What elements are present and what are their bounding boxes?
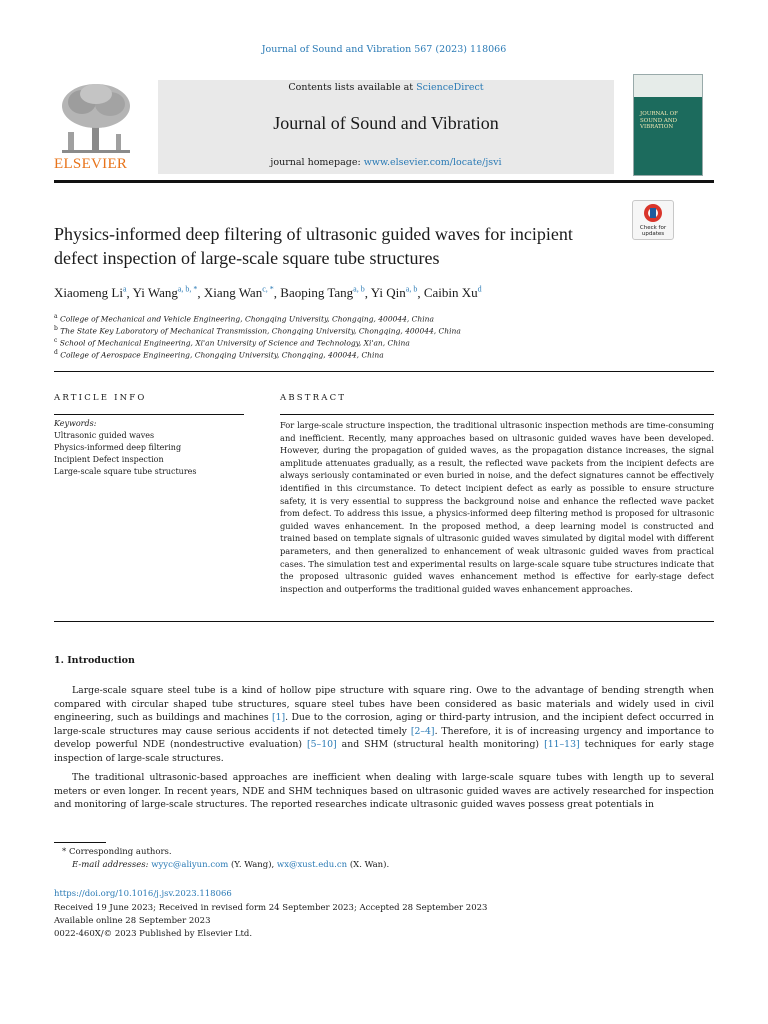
check-updates-label: Check for updates — [639, 225, 667, 237]
email-footnote: E-mail addresses: wyyc@aliyun.com (Y. Wang), wx@xust.edu.cn (X. Wan). — [72, 860, 390, 870]
affiliation: $^a$ College of Mechanical and Vehicle Engineering, Chongqing University, Chongqing, 400044, China — [54, 313, 434, 324]
paper-title: Physics-informed deep filtering of ultrasonic guided waves for incipient defect inspection of large-scale square tube structures — [54, 224, 573, 268]
journal-title: Journal of Sound and Vibration — [273, 113, 499, 133]
elsevier-tree-logo — [54, 80, 138, 156]
abstract-text: For large-scale structure inspection, the traditional ultrasonic inspection methods are time-consuming and inefficient. Recently, many approaches based on ultrasonic guided waves have been developed. However, during the propagation of guided waves, as the propagation distance increases, the signal amplitude attenuates gradually, as a result, the reflected wave packets from the incipient defects are always seriously contaminated or even buried in noise, and the defect signatures cannot be effectively identified in this circumstance. To detect incipient defect as early as possible to ensure structure safety, it is very essential to suppress the background noise and enhance the reflected wave packet from defect. To address this issue, a physics-informed deep filtering method is proposed for ultrasonic guided waves enhancement. In the proposed method, a deep learning model is constructed and trained based on template signals of ultrasonic guided waves simulated by digital model with different parameters, and then generalized to enhancement of weak ultrasonic guided waves from practical cases. The simulation test and experimental results on large-scale square tube structures indicate that the proposed ultrasonic guided waves enhancement method is effective for early-stage defect inspection and outperforms the traditional guided waves enhancement approaches. — [280, 420, 714, 594]
author[interactable]: Xiaomeng Li$^a$ — [54, 285, 127, 301]
article-info-rule — [54, 414, 244, 415]
intro-paragraph-1: Large-scale square steel tube is a kind of hollow pipe structure with square ring. Owe to the advantage of bending strength when compared with circular shaped tube structures, square steel tubes have been considered as basic materials and widely used in civil engineering, such as buildings and machines [1]. Due to the corrosion, aging or third-party intrusion, and the incipient defect occurred in large-scale structures may cause serious accidents if not detected timely [2–4]. Therefore, it is of increasing urgency and importance to develop powerful NDE (nondestructive evaluation) [5–10] and SHM (structural health monitoring) [11–13] techniques for early stage inspection of large-scale structures. — [54, 685, 714, 764]
homepage-link[interactable]: www.elsevier.com/locate/jsvi — [363, 157, 502, 168]
email-link[interactable]: wx@xust.edu.cn — [276, 860, 348, 870]
author[interactable]: Baoping Tang$^{a, b}$ — [280, 285, 365, 301]
available-online: Available online 28 September 2023 — [54, 916, 211, 926]
keywords-label: Keywords: — [54, 419, 97, 428]
sciencedirect-link[interactable]: ScienceDirect — [416, 82, 484, 93]
doi-link[interactable]: https://doi.org/10.1016/j.jsv.2023.118066 — [54, 889, 232, 899]
journal-reference[interactable]: Journal of Sound and Vibration 567 (2023) 118066 — [261, 44, 507, 55]
section-heading-introduction: 1. Introduction — [54, 655, 135, 666]
homepage-line — [158, 157, 614, 168]
check-for-updates-button[interactable] — [632, 200, 674, 240]
journal-cover-thumbnail[interactable] — [633, 74, 703, 176]
abstract-heading: ABSTRACT — [280, 393, 347, 403]
author-affil-sup[interactable]: a, b — [353, 285, 365, 294]
corresponding-footnote: * Corresponding authors. — [62, 847, 172, 857]
abstract-bottom-rule — [54, 621, 714, 622]
author[interactable]: Caibin Xu$^d$ — [423, 285, 482, 301]
header-rule — [54, 180, 714, 183]
author-affil-sup[interactable]: a, b — [405, 285, 418, 294]
abstract-rule — [280, 414, 714, 415]
keyword: Large-scale square tube structures — [54, 467, 197, 476]
citation-link[interactable]: [2–4] — [410, 725, 435, 737]
footnote-rule — [54, 842, 106, 843]
affiliation: $^c$ School of Mechanical Engineering, Xi'an University of Science and Technology, Xi'an, China — [54, 337, 410, 348]
email-link[interactable]: wyyc@aliyun.com — [151, 860, 229, 870]
keyword: Incipient Defect inspection — [54, 455, 164, 464]
intro-paragraph-2: The traditional ultrasonic-based approaches are inefficient when dealing with large-scale square tubes with length up to several meters or even longer. In recent years, NDE and SHM techniques based on ultrasonic guided waves are actively researched for inspection and monitoring of large-scale structures. The reported researches indicate ultrasonic guided waves possess great potentials in — [54, 772, 714, 810]
affiliation: $^d$ College of Aerospace Engineering, Chongqing University, Chongqing, 400044, China — [54, 349, 384, 360]
author-list: Xiaomeng Li$^a$, Yi Wang$^{a, b, *}$, Xiang Wan$^{c, *}$, Baoping Tang$^{a, b}$, Yi Qin$^{a, b}$, Caibin Xu$^d$ — [54, 285, 482, 301]
check-updates-icon — [633, 201, 673, 225]
keyword: Ultrasonic guided waves — [54, 431, 155, 440]
cover-title: JOURNAL OF SOUND AND VIBRATION — [640, 111, 679, 130]
affiliation: $^b$ The State Key Laboratory of Mechanical Transmission, Chongqing University, Chongqing, 400044, China — [54, 325, 461, 336]
author-affil-sup[interactable]: c, * — [262, 285, 274, 294]
copyright: 0022-460X/© 2023 Published by Elsevier Ltd. — [54, 929, 253, 939]
keyword: Physics-informed deep filtering — [54, 443, 182, 452]
citation-link[interactable]: [11–13] — [544, 739, 580, 750]
publisher-wordmark: ELSEVIER — [54, 156, 128, 172]
homepage-prefix: journal homepage: — [270, 157, 364, 168]
author-affil-sup[interactable]: d — [477, 285, 482, 294]
citation-link[interactable]: [1] — [271, 712, 286, 723]
article-info-heading: ARTICLE INFO — [54, 393, 147, 403]
author[interactable]: Xiang Wan$^{c, *}$ — [203, 285, 274, 301]
contents-line — [158, 82, 614, 93]
author-affil-sup[interactable]: a, b, * — [177, 285, 198, 294]
author[interactable]: Yi Wang$^{a, b, *}$ — [132, 285, 198, 301]
author[interactable]: Yi Qin$^{a, b}$ — [370, 285, 418, 301]
received-dates: Received 19 June 2023; Received in revised form 24 September 2023; Accepted 28 September 2023 — [54, 903, 488, 913]
contents-prefix: Contents lists available at — [288, 82, 417, 93]
author-affil-sup[interactable]: a — [122, 285, 127, 294]
citation-link[interactable]: [5–10] — [307, 739, 337, 750]
cover-top-band — [634, 75, 702, 97]
section-rule — [54, 371, 714, 372]
